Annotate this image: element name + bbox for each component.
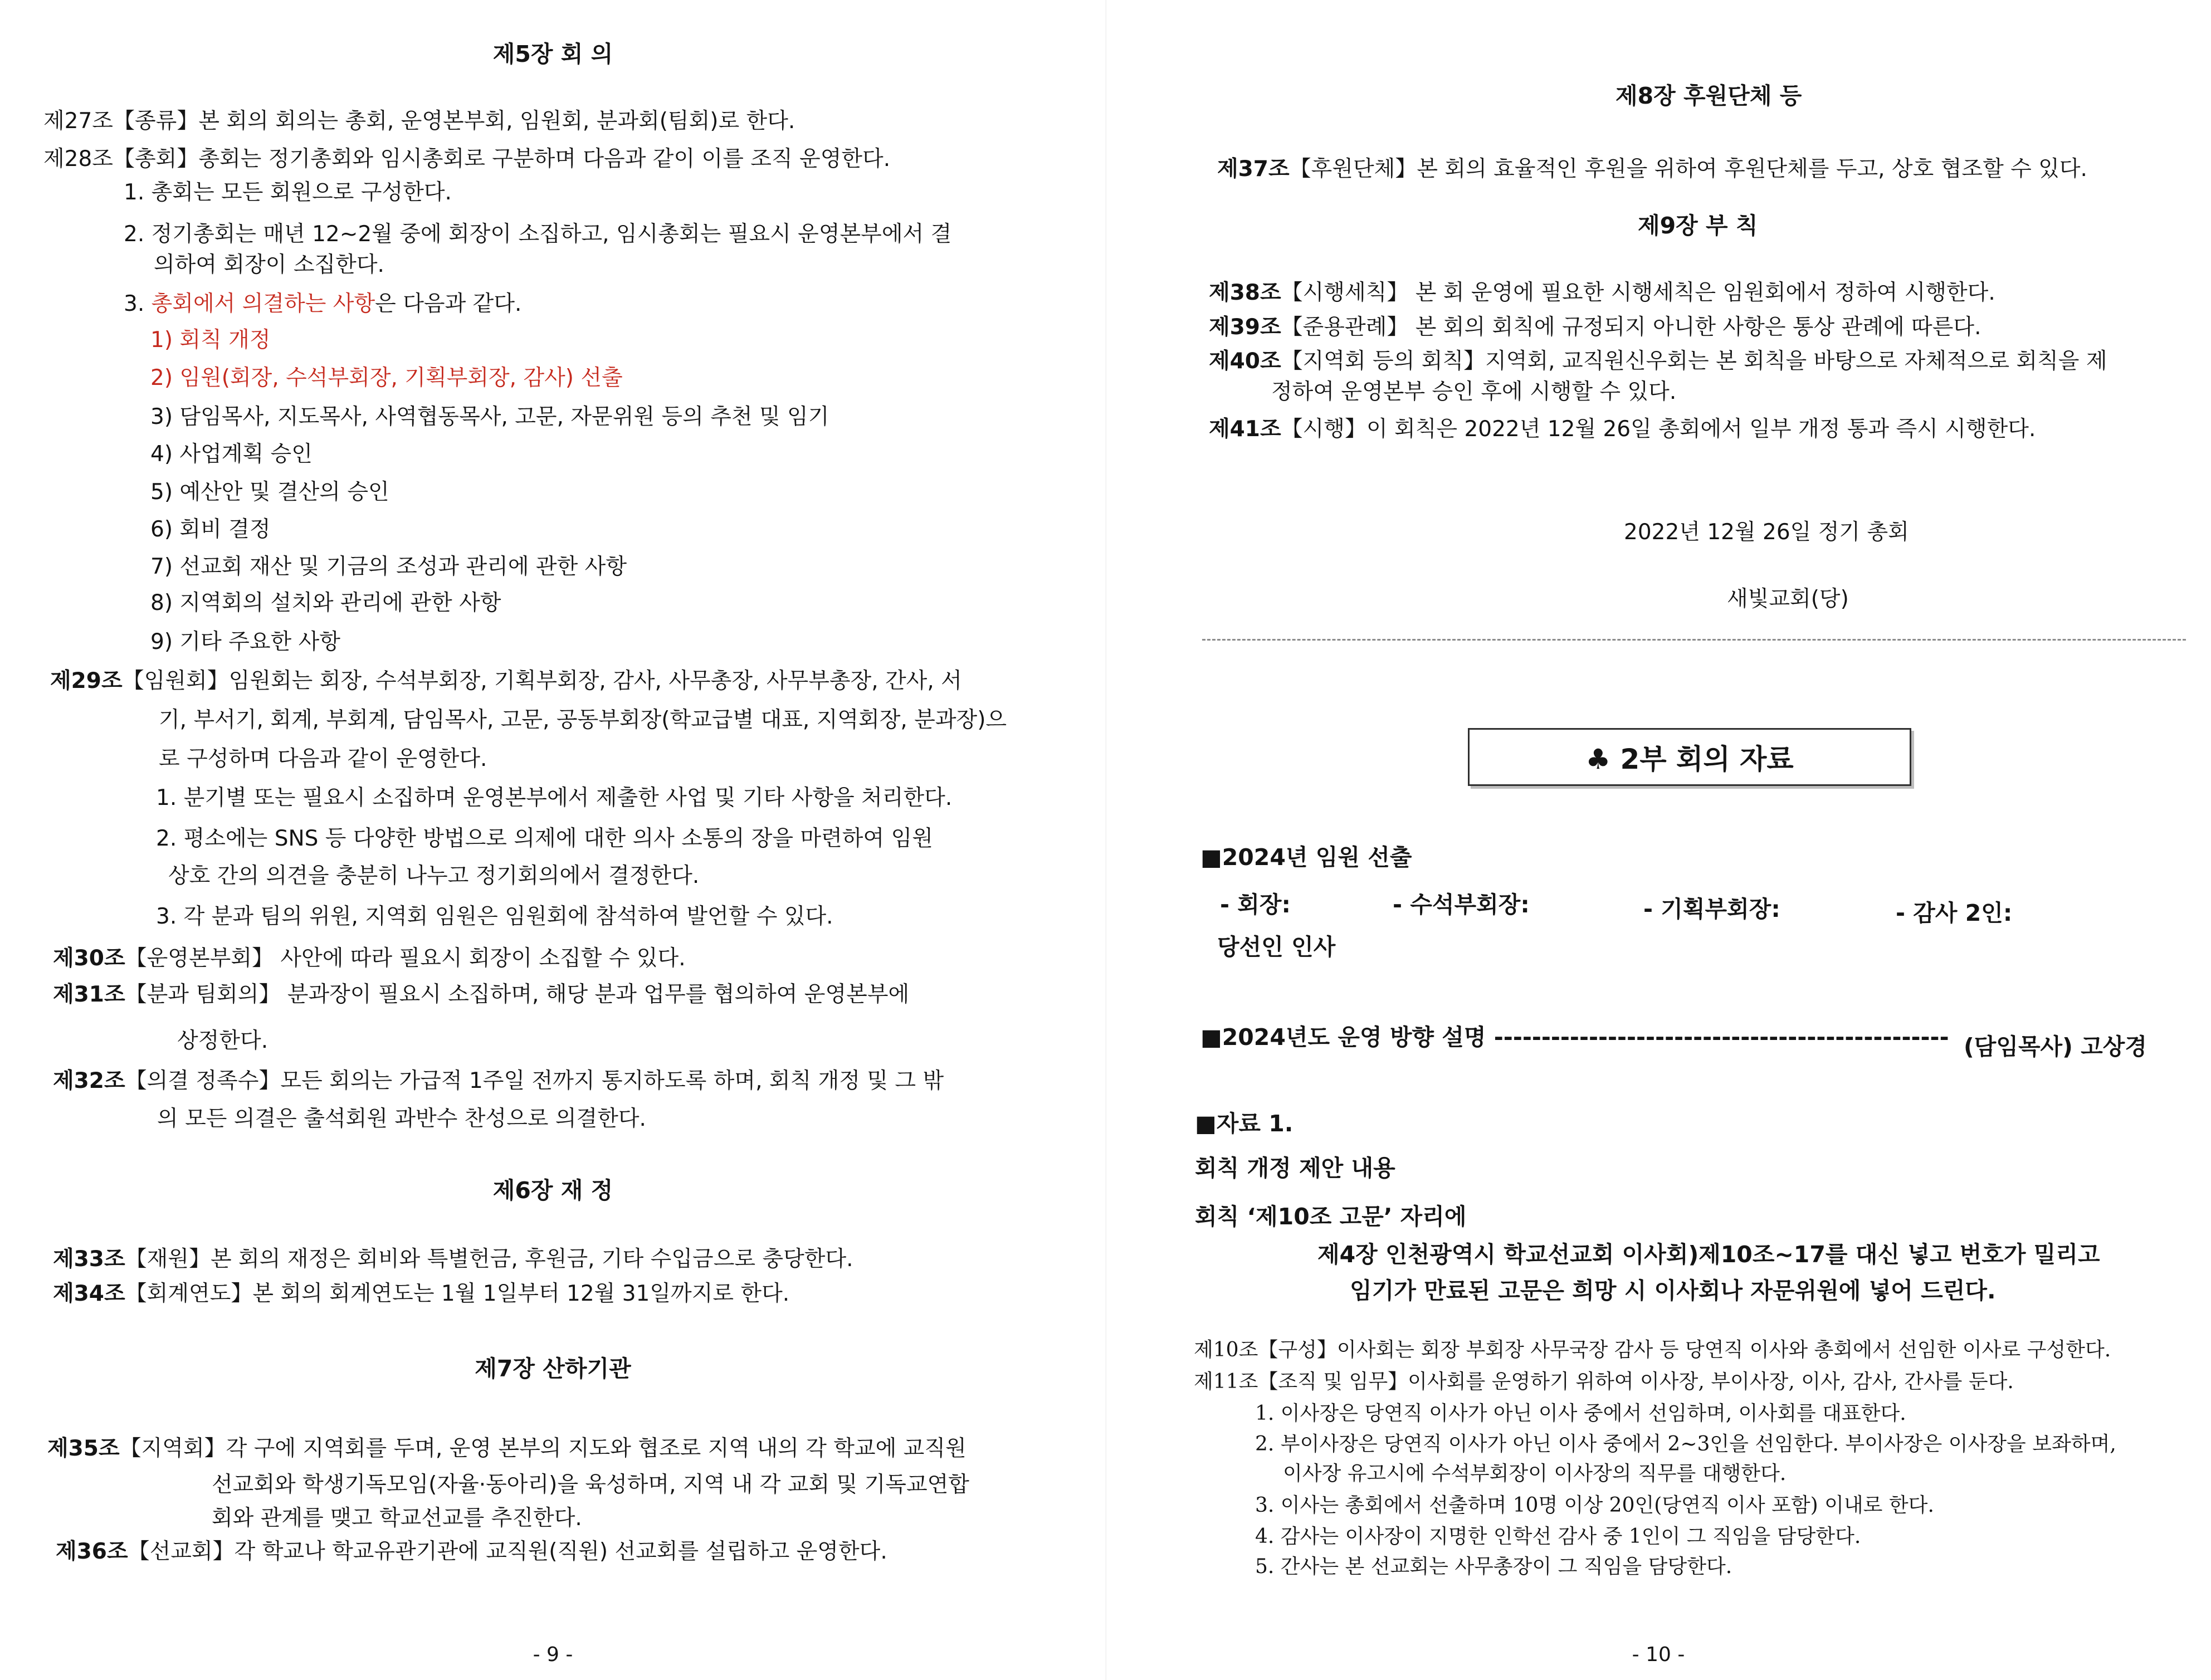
- bylaw-article-11-item-1: 1. 이사장은 당연직 이사가 아닌 이사 중에서 선임하며, 이사회를 대표한다.: [1255, 1402, 1906, 1425]
- article-text: 【지역회 등의 회칙】지역회, 교직원신우회는 본 회칙을 바탕으로 자체적으로 회칙을 제: [1281, 349, 2107, 374]
- election-president: - 회장:: [1220, 891, 1291, 918]
- article-number: 제40조: [1209, 349, 1281, 374]
- bylaw-article-10: 제10조【구성】이사회는 회장 부회장 사무국장 감사 등 당연직 이사와 총회에서 선임한 이사로 구성한다.: [1194, 1339, 2111, 1361]
- amendment-title: 회칙 개정 제안 내용: [1195, 1155, 1395, 1181]
- bylaw-article-11-item-5: 5. 간사는 본 선교회는 사무총장이 그 직임을 담당한다.: [1255, 1555, 1732, 1578]
- chapter-8-heading: 제8장 후원단체 등: [1615, 82, 1802, 109]
- election-senior-vp: - 수석부회장:: [1393, 891, 1530, 918]
- material-1-heading: ■자료 1.: [1195, 1110, 1294, 1137]
- direction-speaker: (담임목사) 고상경: [1964, 1033, 2147, 1060]
- article-32-cont: 의 모든 의결은 출석회원 과반수 찬성으로 의결한다.: [157, 1106, 646, 1131]
- article-27: 제27조【종류】본 회의 회의는 총회, 운영본부회, 임원회, 분과회(팀회)로 한다.: [43, 109, 795, 134]
- article-33: [53, 1245, 853, 1274]
- article-text: 【임원회】임원회는 회장, 수석부회장, 기획부회장, 감사, 사무총장, 사무부총장, 간사, 서: [122, 668, 962, 694]
- sub-item-1: 1) 회칙 개정: [150, 328, 271, 353]
- article-28-item-2: 2. 정기총회는 매년 12~2월 중에 회장이 소집하고, 임시총회는 필요시 운영본부에서 결: [124, 222, 952, 247]
- amendment-subtitle: 회칙 ‘제10조 고문’ 자리에: [1195, 1203, 1467, 1230]
- article-number: 제39조: [1209, 315, 1281, 340]
- article-text: 【시행】이 회칙은 2022년 12월 26일 총회에서 일부 개정 통과 즉시 시행한다.: [1281, 417, 2036, 442]
- article-29-item-2-cont: 상호 간의 의견을 충분히 나누고 정기회의에서 결정한다.: [168, 863, 700, 888]
- page-number-10: - 10 -: [1632, 1643, 1685, 1666]
- article-35-cont-1: 선교회와 학생기독모임(자율·동아리)을 육성하며, 지역 내 각 교회 및 기독교연합: [212, 1472, 969, 1497]
- article-29-item-2: 2. 평소에는 SNS 등 다양한 방법으로 의제에 대한 의사 소통의 장을 마련하여 임원: [156, 826, 933, 851]
- winner-speech: 당선인 인사: [1217, 934, 1336, 960]
- sub-item-8: 8) 지역회의 설치와 관리에 관한 사항: [150, 590, 501, 616]
- article-29-cont-2: 로 구성하며 다음과 같이 운영한다.: [159, 746, 487, 771]
- article-31: [53, 980, 909, 1009]
- article-40-cont: 정하여 운영본부 승인 후에 시행할 수 있다.: [1271, 379, 1677, 404]
- item-text: 은 다음과 같다.: [375, 291, 522, 316]
- sub-item-7: 7) 선교회 재산 및 기금의 조성과 관리에 관한 사항: [150, 554, 627, 579]
- article-38: [1209, 279, 1995, 307]
- sub-item-3: 3) 담임목사, 지도목사, 사역협동목사, 고문, 자문위원 등의 추천 및 임기: [150, 404, 829, 429]
- article-28-item-3: [124, 290, 521, 319]
- article-number: 제29조: [50, 668, 123, 694]
- amendment-note-2: 임기가 만료된 고문은 희망 시 이사회나 자문위원에 넣어 드린다.: [1350, 1277, 1996, 1304]
- article-35-cont-2: 회와 관계를 맺고 학교선교를 추진한다.: [212, 1506, 582, 1531]
- article-text: 【선교회】각 학교나 학교유관기관에 교직원(직원) 선교회를 설립하고 운영한다.: [128, 1539, 887, 1564]
- article-number: 제31조: [53, 982, 125, 1007]
- sub-item-9: 9) 기타 주요한 사항: [150, 629, 340, 655]
- bylaw-article-11-item-2: 2. 부이사장은 당연직 이사가 아닌 이사 중에서 2~3인을 선임한다. 부이사장은 이사장을 보좌하며,: [1255, 1433, 2116, 1456]
- article-number: 제37조: [1217, 157, 1290, 182]
- article-37: [1217, 155, 2087, 184]
- article-29-item-1: 1. 분기별 또는 필요시 소집하며 운영본부에서 제출한 사업 및 기타 사항을 처리한다.: [156, 785, 953, 810]
- article-28: 제28조【총회】총회는 정기총회와 임시총회로 구분하며 다음과 같이 이를 조직 운영한다.: [43, 146, 891, 172]
- chapter-6-heading: 제6장 재 정: [492, 1177, 613, 1204]
- article-28-item-1: 1. 총회는 모든 회원으로 구성한다.: [124, 180, 452, 205]
- article-number: 제38조: [1209, 280, 1281, 305]
- sub-item-4: 4) 사업계획 승인: [150, 442, 313, 467]
- bylaw-article-11-item-3: 3. 이사는 총회에서 선출하며 10명 이상 20인(당연직 이사 포함) 이내로 한다.: [1255, 1494, 1934, 1517]
- article-number: 제34조: [53, 1281, 125, 1306]
- direction-heading: ■2024년도 운영 방향 설명 ------------------------------------------------: [1200, 1024, 1949, 1051]
- bylaw-article-11-item-2-cont: 이사장 유고시에 수석부회장이 이사장의 직무를 대행한다.: [1283, 1462, 1787, 1485]
- meeting-date: 2022년 12월 26일 정기 총회: [1624, 520, 1909, 545]
- article-36: [56, 1537, 887, 1566]
- article-text: 【회계연도】본 회의 회계연도는 1월 1일부터 12월 31일까지로 한다.: [125, 1281, 790, 1306]
- amendment-note-1: 제4장 인천광역시 학교선교회 이사회)제10조~17를 대신 넣고 번호가 밀리고: [1317, 1241, 2100, 1268]
- sub-item-6: 6) 회비 결정: [150, 517, 271, 542]
- bylaw-article-11-item-4: 4. 감사는 이사장이 지명한 인학선 감사 중 1인이 그 직임을 담당한다.: [1255, 1525, 1861, 1548]
- article-text: 【운영본부회】 사안에 따라 필요시 회장이 소집할 수 있다.: [125, 946, 686, 971]
- article-text: 【준용관례】 본 회의 회칙에 규정되지 아니한 사항은 통상 관례에 따른다.: [1281, 315, 1981, 340]
- article-number: 제30조: [53, 946, 125, 971]
- sub-item-2: 2) 임원(회장, 수석부회장, 기획부회장, 감사) 선출: [150, 365, 623, 390]
- election-planning-vp: - 기획부회장:: [1643, 896, 1780, 922]
- article-29-item-3: 3. 각 분과 팀의 위원, 지역회 임원은 임원회에 참석하여 발언할 수 있다.: [156, 904, 833, 929]
- article-number: 제35조: [47, 1436, 120, 1461]
- bylaw-article-11: 제11조【조직 및 임무】이사회를 운영하기 위하여 이사장, 부이사장, 이사, 감사, 간사를 둔다.: [1194, 1370, 2014, 1393]
- article-39: [1209, 313, 1981, 342]
- article-40: [1209, 347, 2107, 376]
- article-number: 제41조: [1209, 417, 1281, 442]
- article-text: 【시행세칙】 본 회 운영에 필요한 시행세칙은 임원회에서 정하여 시행한다.: [1281, 280, 1995, 305]
- right-page: [1106, 0, 2211, 1680]
- chapter-9-heading: 제9장 부 칙: [1638, 212, 1758, 239]
- article-34: [53, 1279, 789, 1308]
- article-28-item-2-cont: 의하여 회장이 소집한다.: [154, 252, 384, 277]
- article-number: 제33조: [53, 1247, 125, 1272]
- article-number: 제32조: [53, 1068, 125, 1093]
- article-text: 【후원단체】본 회의 효율적인 후원을 위하여 후원단체를 두고, 상호 협조할 수 있다.: [1289, 157, 2087, 182]
- page-number-9: - 9 -: [533, 1643, 573, 1666]
- article-30: [53, 944, 686, 973]
- article-31-cont: 상정한다.: [177, 1028, 269, 1053]
- emphasis-text: 총회에서 의결하는 사항: [151, 291, 375, 316]
- dashed-divider: [1202, 639, 2186, 641]
- article-29: [50, 667, 962, 696]
- article-41: [1209, 415, 2036, 444]
- sub-item-5: 5) 예산안 및 결산의 승인: [150, 480, 389, 505]
- article-text: 【재원】본 회의 재정은 회비와 특별헌금, 후원금, 기타 수입금으로 충당한다.: [125, 1247, 853, 1272]
- chapter-7-heading: 제7장 산하기관: [475, 1355, 631, 1382]
- article-number: 제36조: [56, 1539, 128, 1564]
- article-text: 【의결 정족수】모든 회의는 가급적 1주일 전까지 통지하도록 하며, 회칙 개정 및 그 밖: [125, 1068, 944, 1093]
- article-29-cont-1: 기, 부서기, 회계, 부회계, 담임목사, 고문, 공동부회장(학교급별 대표, 지역회장, 분과장)으: [159, 707, 1007, 732]
- election-heading: ■2024년 임원 선출: [1200, 844, 1412, 871]
- article-text: 【분과 팀회의】 분과장이 필요시 소집하며, 해당 분과 업무를 협의하여 운영본부에: [125, 982, 910, 1007]
- item-number: 3.: [124, 291, 152, 316]
- church-name: 새빛교회(당): [1727, 587, 1849, 612]
- article-35: [47, 1434, 967, 1463]
- election-auditors: - 감사 2인:: [1896, 900, 2013, 926]
- part-2-title-box: ♣ 2부 회의 자료: [1468, 728, 1911, 786]
- article-32: [53, 1067, 944, 1096]
- article-text: 【지역회】각 구에 지역회를 두며, 운영 본부의 지도와 협조로 지역 내의 각 학교에 교직원: [119, 1436, 967, 1461]
- chapter-5-heading: 제5장 회 의: [492, 41, 613, 67]
